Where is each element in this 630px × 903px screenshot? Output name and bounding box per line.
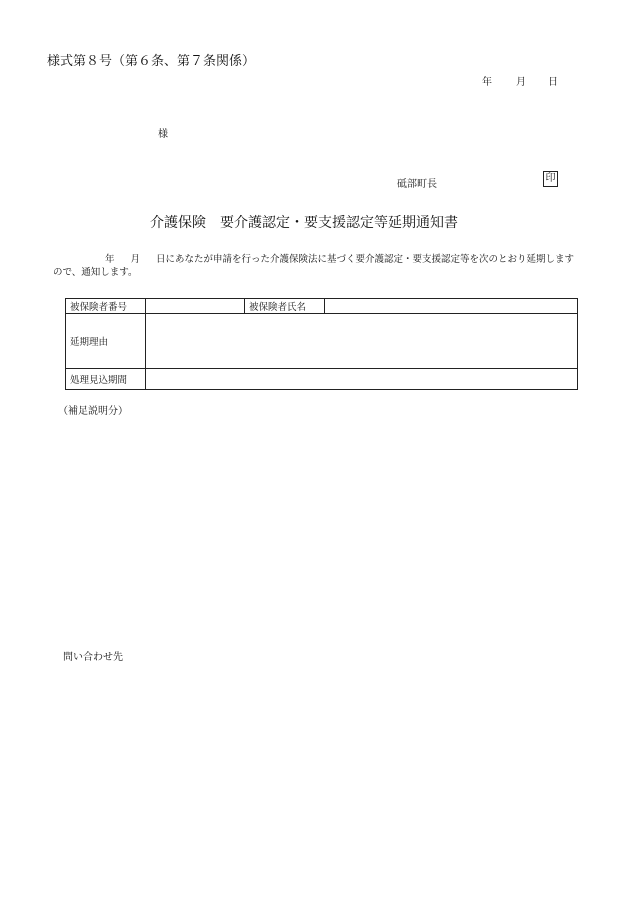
table-row bbox=[66, 369, 578, 390]
table-row bbox=[66, 314, 578, 369]
body-month-label: 月 bbox=[130, 254, 141, 265]
supplement-label: （補足説明分） bbox=[58, 406, 128, 417]
insured-number-label: 被保険者番号 bbox=[66, 299, 146, 314]
date-year-label: 年 bbox=[482, 77, 492, 88]
period-field[interactable] bbox=[146, 369, 578, 390]
insured-name-label: 被保険者氏名 bbox=[245, 299, 325, 314]
contact-label: 問い合わせ先 bbox=[63, 652, 123, 663]
body-text: 日にあなたが申請を行った介護保険法に基づく要介護認定・要支援認定等を次のとおり延期しますので、通知します。 bbox=[53, 254, 575, 278]
notice-table bbox=[65, 298, 578, 390]
form-number: 様式第８号（第６条、第７条関係） bbox=[47, 54, 256, 69]
seal-stamp: 印 bbox=[543, 171, 558, 187]
document-title: 介護保険 要介護認定・要支援認定等延期通知書 bbox=[150, 215, 458, 231]
date-month-label: 月 bbox=[516, 77, 526, 88]
issue-date bbox=[482, 73, 558, 88]
body-year-label: 年 bbox=[105, 254, 115, 265]
notice-body bbox=[53, 253, 583, 279]
insured-number-field[interactable] bbox=[146, 299, 245, 314]
date-day-label: 日 bbox=[548, 77, 558, 88]
table-row bbox=[66, 299, 578, 314]
issuer-name: 砥部町長 bbox=[397, 179, 437, 190]
addressee-suffix: 様 bbox=[158, 129, 168, 140]
reason-field[interactable] bbox=[146, 314, 578, 369]
period-label: 処理見込期間 bbox=[66, 369, 146, 390]
reason-label: 延期理由 bbox=[66, 314, 146, 369]
insured-name-field[interactable] bbox=[325, 299, 578, 314]
